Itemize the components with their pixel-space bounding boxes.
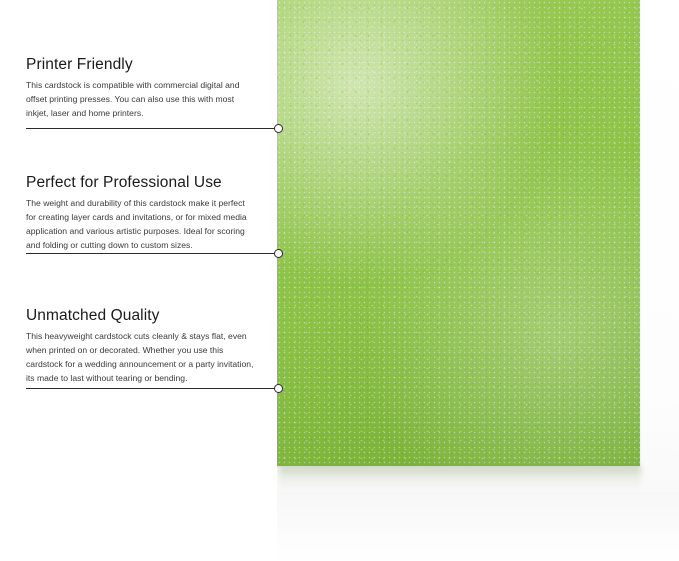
callout-line-3 — [26, 388, 277, 389]
feature-body: This cardstock is compatible with commercial digital and offset printing presses. You can also use this with most inkjet, laser and home printers. — [26, 80, 240, 118]
callout-dot-1 — [274, 124, 283, 133]
feature-title: Printer Friendly — [26, 56, 133, 73]
product-image-stage — [277, 0, 679, 561]
feature-body: The weight and durability of this cardstock make it perfect for creating layer cards and invitations, or for mixed media application and various artistic purposes. Ideal for scoring and folding or cutting down to custom sizes. — [26, 198, 247, 250]
feature-block-printer-friendly — [26, 56, 256, 121]
stage-floor-gradient — [277, 492, 679, 561]
feature-text-panel — [0, 0, 277, 561]
feature-block-unmatched-quality — [26, 307, 256, 386]
feature-block-professional-use — [26, 174, 256, 253]
callout-line-2 — [26, 253, 277, 254]
green-cardstock-sheet-image — [277, 0, 640, 466]
feature-body: This heavyweight cardstock cuts cleanly & stays flat, even when printed on or decorated. Whether you use this cardstock for a wedding announcement or a party invitation, its made to last without tearing or bending. — [26, 331, 254, 383]
callout-line-1 — [26, 128, 277, 129]
feature-title: Perfect for Professional Use — [26, 174, 222, 191]
callout-dot-2 — [274, 249, 283, 258]
sheet-drop-shadow — [279, 466, 641, 492]
callout-dot-3 — [274, 384, 283, 393]
feature-title: Unmatched Quality — [26, 307, 160, 324]
